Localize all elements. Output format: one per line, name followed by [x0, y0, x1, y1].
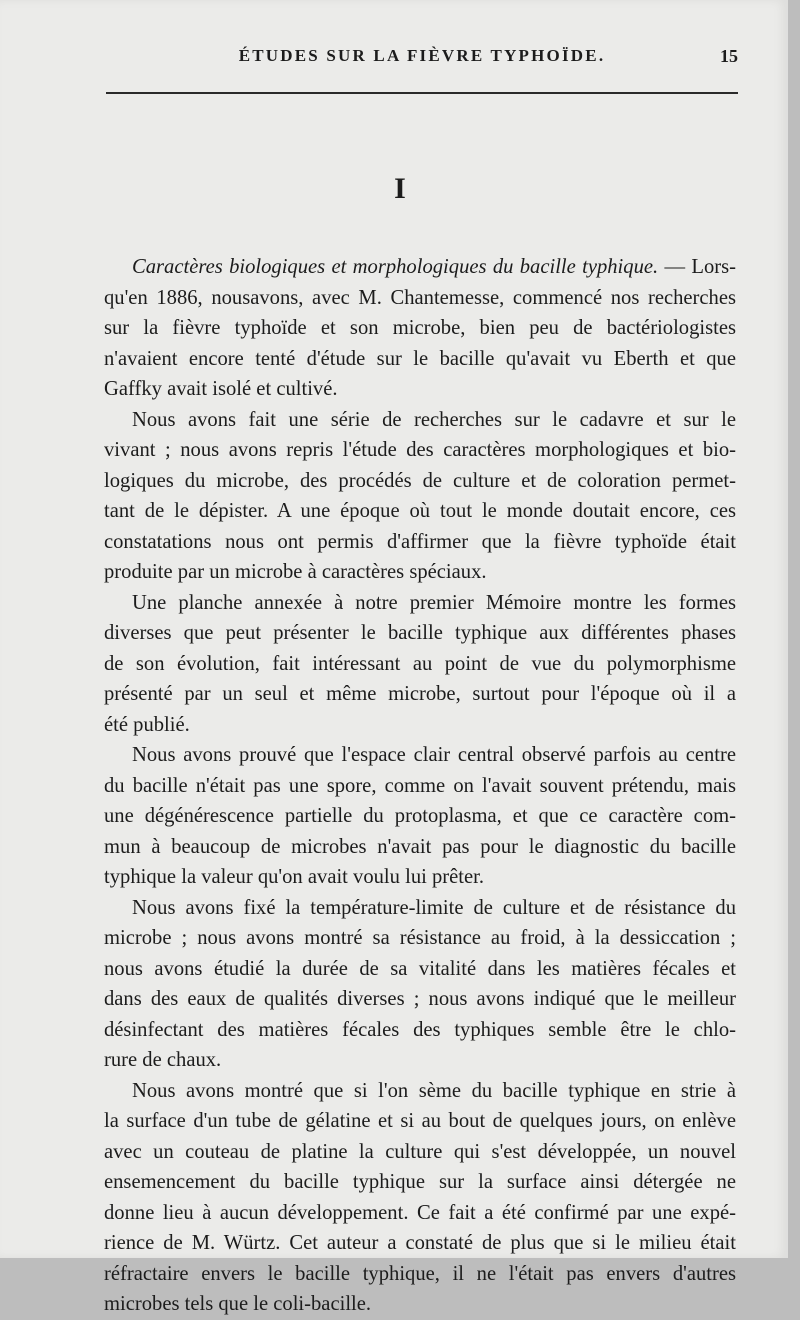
text-line: n'avaient encore tenté d'étude sur le bacille qu'avait vu Eberth et que — [104, 347, 736, 370]
text-line: désinfectant des matières fécales des typhiques semble être le chlo- — [104, 1018, 736, 1041]
text-line — [104, 252, 736, 283]
paragraph-heading: Caractères biologiques et morphologiques du bacille typhique. — [132, 256, 659, 278]
text-line: Nous avons prouvé que l'espace clair central observé parfois au centre — [132, 744, 736, 766]
text-line: été publié. — [104, 713, 190, 736]
text-line: du bacille n'était pas une spore, comme on l'avait souvent prétendu, mais — [104, 774, 736, 797]
text-line: microbe ; nous avons montré sa résistance au froid, à la dessiccation ; — [104, 927, 736, 949]
text-line: typhique la valeur qu'on avait voulu lui prêter. — [104, 866, 485, 888]
text-line: sur la fièvre typhoïde et son microbe, bien peu de bactériologistes — [104, 317, 736, 339]
text-line: réfractaire envers le bacille typhique, il ne l'était pas envers d'autres — [104, 1262, 736, 1285]
text-line: ensemencement du bacille typhique sur la surface ainsi détergée ne — [104, 1171, 736, 1193]
header-rule — [106, 92, 738, 94]
text-line: constatations nous ont permis d'affirmer que la fièvre typhoïde était — [104, 530, 736, 553]
text-line: une dégénérescence partielle du protoplasma, et que ce caractère com- — [104, 805, 736, 827]
text-line: Nous avons fixé la température-limite de culture et de résistance du — [132, 896, 736, 919]
text-line: mun à beaucoup de microbes n'avait pas pour le diagnostic du bacille — [104, 835, 736, 858]
text-line: de son évolution, fait intéressant au point de vue du polymorphisme — [104, 652, 736, 675]
text-line: rure de chaux. — [104, 1049, 222, 1071]
text-line: tant de le dépister. A une époque où tout le monde doutait encore, ces — [104, 500, 736, 522]
text-line: produite par un microbe à caractères spéciaux. — [104, 561, 487, 583]
text-line: Gaffky avait isolé et cultivé. — [104, 378, 338, 400]
text-line: Une planche annexée à notre premier Mémoire montre les formes — [132, 591, 736, 614]
text-line: donne lieu à aucun développement. Ce fait a été confirmé par une expé- — [104, 1201, 736, 1224]
section-numeral: I — [394, 172, 406, 205]
text-line: diverses que peut présenter le bacille typhique aux différentes phases — [104, 622, 736, 644]
page-number: 15 — [720, 46, 738, 66]
running-title: ÉTUDES SUR LA FIÈVRE TYPHOÏDE. — [238, 46, 606, 65]
text-line: Nous avons fait une série de recherches sur le cadavre et sur le — [132, 408, 736, 431]
text-line: rience de M. Würtz. Cet auteur a constaté de plus que si le milieu était — [104, 1232, 736, 1254]
text-line: logiques du microbe, des procédés de culture et de coloration permet- — [104, 469, 736, 492]
text-line: la surface d'un tube de gélatine et si au bout de quelques jours, on enlève — [104, 1110, 736, 1132]
text-line: nous avons étudié la durée de sa vitalité dans les matières fécales et — [104, 957, 736, 980]
text-line: microbes tels que le coli-bacille. — [104, 1293, 372, 1315]
text-line: qu'en 1886, nousavons, avec M. Chantemesse, commencé nos recherches — [104, 286, 736, 309]
text-line: avec un couteau de platine la culture qui s'est développée, un nouvel — [104, 1140, 736, 1163]
text-line: présenté par un seul et même microbe, surtout pour l'époque où il a — [104, 683, 736, 705]
text-line: dans des eaux de qualités diverses ; nous avons indiqué que le meilleur — [104, 988, 736, 1010]
text-line: Nous avons montré que si l'on sème du bacille typhique en strie à — [132, 1079, 736, 1102]
body-text — [104, 252, 736, 1320]
text-line: vivant ; nous avons repris l'étude des caractères morphologiques et bio- — [104, 439, 736, 461]
page-header — [106, 46, 738, 74]
text-fragment: — Lors- — [658, 256, 736, 278]
